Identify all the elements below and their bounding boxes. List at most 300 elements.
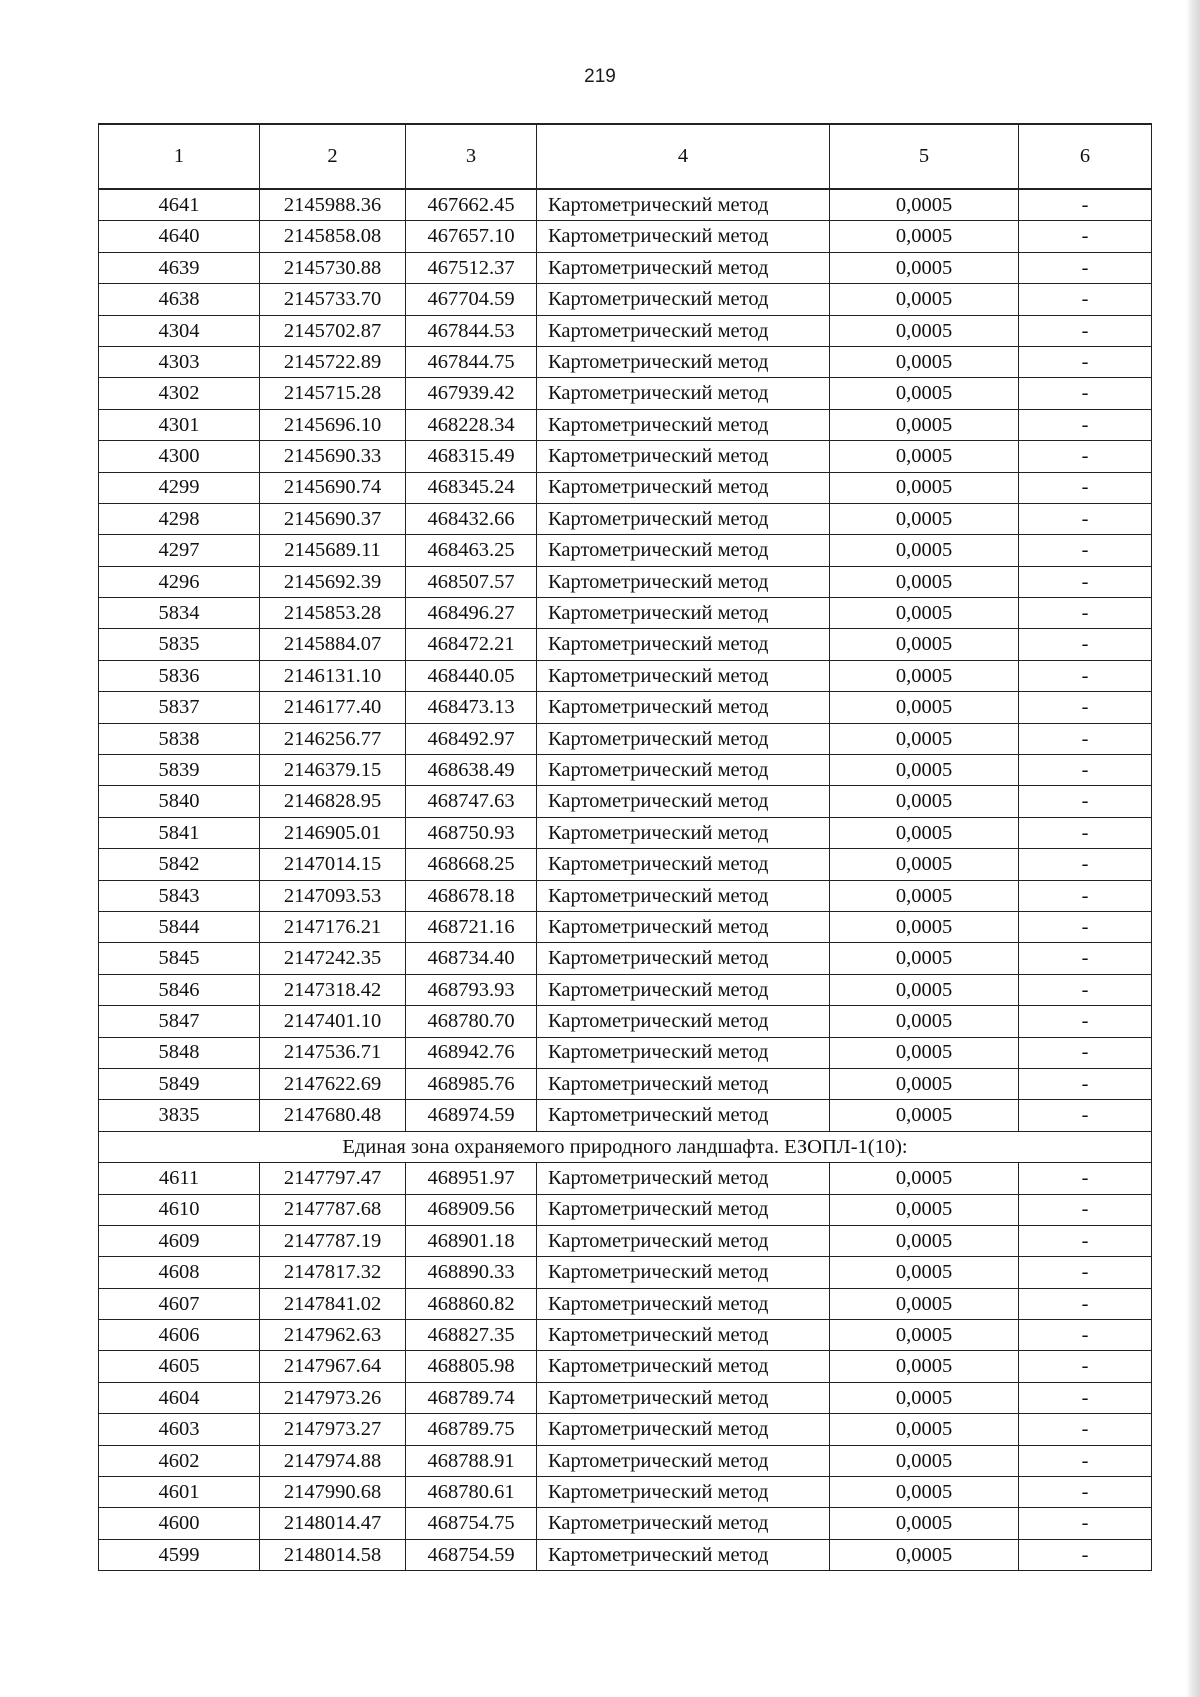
cell-accuracy: 0,0005 <box>830 974 1019 1005</box>
cell-method: Картометрический метод <box>537 1006 830 1037</box>
cell-method: Картометрический метод <box>537 378 830 409</box>
cell-point-number: 4599 <box>99 1539 260 1570</box>
cell-accuracy: 0,0005 <box>830 189 1019 221</box>
table-row <box>99 1382 1152 1413</box>
cell-point-number: 4610 <box>99 1194 260 1225</box>
cell-accuracy: 0,0005 <box>830 1351 1019 1382</box>
cell-method: Картометрический метод <box>537 1414 830 1445</box>
cell-note: - <box>1019 1414 1152 1445</box>
cell-coordinate-x: 2145853.28 <box>260 598 406 629</box>
column-header-4: 4 <box>537 124 830 189</box>
cell-note: - <box>1019 1539 1152 1570</box>
cell-note: - <box>1019 692 1152 723</box>
cell-method: Картометрический метод <box>537 880 830 911</box>
cell-note: - <box>1019 1320 1152 1351</box>
cell-coordinate-y: 468974.59 <box>406 1100 537 1131</box>
cell-method: Картометрический метод <box>537 346 830 377</box>
cell-point-number: 4638 <box>99 284 260 315</box>
cell-coordinate-y: 468942.76 <box>406 1037 537 1068</box>
cell-note: - <box>1019 1477 1152 1508</box>
cell-point-number: 4297 <box>99 535 260 566</box>
cell-coordinate-y: 468432.66 <box>406 503 537 534</box>
cell-coordinate-y: 468638.49 <box>406 755 537 786</box>
cell-note: - <box>1019 221 1152 252</box>
cell-coordinate-x: 2147973.26 <box>260 1382 406 1413</box>
cell-coordinate-x: 2146256.77 <box>260 723 406 754</box>
cell-method: Картометрический метод <box>537 849 830 880</box>
cell-coordinate-x: 2147014.15 <box>260 849 406 880</box>
table-row <box>99 723 1152 754</box>
cell-coordinate-y: 468793.93 <box>406 974 537 1005</box>
cell-note: - <box>1019 849 1152 880</box>
cell-accuracy: 0,0005 <box>830 1100 1019 1131</box>
column-header-6: 6 <box>1019 124 1152 189</box>
table-row <box>99 943 1152 974</box>
cell-method: Картометрический метод <box>537 535 830 566</box>
cell-coordinate-y: 468780.61 <box>406 1477 537 1508</box>
cell-method: Картометрический метод <box>537 1068 830 1099</box>
cell-point-number: 5849 <box>99 1068 260 1099</box>
table-row <box>99 1006 1152 1037</box>
cell-point-number: 5842 <box>99 849 260 880</box>
table-row <box>99 1445 1152 1476</box>
column-header-2: 2 <box>260 124 406 189</box>
cell-coordinate-x: 2146379.15 <box>260 755 406 786</box>
cell-method: Картометрический метод <box>537 1539 830 1570</box>
table-row <box>99 346 1152 377</box>
cell-coordinate-y: 468827.35 <box>406 1320 537 1351</box>
cell-method: Картометрический метод <box>537 189 830 221</box>
cell-accuracy: 0,0005 <box>830 1445 1019 1476</box>
cell-accuracy: 0,0005 <box>830 1288 1019 1319</box>
cell-coordinate-x: 2145722.89 <box>260 346 406 377</box>
cell-method: Картометрический метод <box>537 284 830 315</box>
table-body-part2 <box>99 1163 1152 1571</box>
cell-coordinate-y: 467662.45 <box>406 189 537 221</box>
table-row <box>99 566 1152 597</box>
cell-coordinate-y: 468315.49 <box>406 441 537 472</box>
table-row <box>99 755 1152 786</box>
cell-accuracy: 0,0005 <box>830 1508 1019 1539</box>
cell-point-number: 4640 <box>99 221 260 252</box>
cell-coordinate-x: 2145733.70 <box>260 284 406 315</box>
table-row <box>99 692 1152 723</box>
cell-coordinate-y: 468909.56 <box>406 1194 537 1225</box>
cell-point-number: 4605 <box>99 1351 260 1382</box>
table-row <box>99 974 1152 1005</box>
cell-point-number: 4300 <box>99 441 260 472</box>
cell-coordinate-x: 2147536.71 <box>260 1037 406 1068</box>
table-row <box>99 849 1152 880</box>
cell-method: Картометрический метод <box>537 409 830 440</box>
cell-accuracy: 0,0005 <box>830 1477 1019 1508</box>
cell-point-number: 5836 <box>99 660 260 691</box>
cell-accuracy: 0,0005 <box>830 315 1019 346</box>
cell-point-number: 5848 <box>99 1037 260 1068</box>
cell-coordinate-x: 2145702.87 <box>260 315 406 346</box>
table-row <box>99 1100 1152 1131</box>
table-row <box>99 535 1152 566</box>
table-row <box>99 315 1152 346</box>
scan-page-edge <box>1186 0 1200 1697</box>
cell-coordinate-y: 468463.25 <box>406 535 537 566</box>
cell-accuracy: 0,0005 <box>830 378 1019 409</box>
cell-note: - <box>1019 1037 1152 1068</box>
cell-note: - <box>1019 974 1152 1005</box>
cell-coordinate-x: 2147990.68 <box>260 1477 406 1508</box>
cell-coordinate-y: 468228.34 <box>406 409 537 440</box>
cell-point-number: 5846 <box>99 974 260 1005</box>
cell-note: - <box>1019 189 1152 221</box>
cell-coordinate-x: 2145715.28 <box>260 378 406 409</box>
table-row <box>99 911 1152 942</box>
table-row <box>99 503 1152 534</box>
cell-note: - <box>1019 1163 1152 1194</box>
table-row <box>99 629 1152 660</box>
table-row <box>99 1225 1152 1256</box>
cell-coordinate-y: 468507.57 <box>406 566 537 597</box>
cell-coordinate-y: 468668.25 <box>406 849 537 880</box>
cell-coordinate-y: 468754.59 <box>406 1539 537 1570</box>
table-row <box>99 660 1152 691</box>
cell-coordinate-y: 467844.75 <box>406 346 537 377</box>
cell-method: Картометрический метод <box>537 755 830 786</box>
cell-point-number: 4603 <box>99 1414 260 1445</box>
cell-point-number: 4303 <box>99 346 260 377</box>
cell-coordinate-x: 2147974.88 <box>260 1445 406 1476</box>
cell-point-number: 5839 <box>99 755 260 786</box>
cell-point-number: 5841 <box>99 817 260 848</box>
cell-accuracy: 0,0005 <box>830 755 1019 786</box>
cell-method: Картометрический метод <box>537 1320 830 1351</box>
table-row <box>99 1194 1152 1225</box>
cell-accuracy: 0,0005 <box>830 441 1019 472</box>
cell-accuracy: 0,0005 <box>830 1320 1019 1351</box>
cell-coordinate-x: 2147318.42 <box>260 974 406 1005</box>
cell-point-number: 4304 <box>99 315 260 346</box>
cell-note: - <box>1019 1445 1152 1476</box>
cell-point-number: 4600 <box>99 1508 260 1539</box>
cell-coordinate-x: 2147787.19 <box>260 1225 406 1256</box>
cell-method: Картометрический метод <box>537 1382 830 1413</box>
cell-method: Картометрический метод <box>537 1508 830 1539</box>
cell-coordinate-x: 2145689.11 <box>260 535 406 566</box>
cell-point-number: 4609 <box>99 1225 260 1256</box>
cell-accuracy: 0,0005 <box>830 1194 1019 1225</box>
cell-point-number: 4602 <box>99 1445 260 1476</box>
cell-accuracy: 0,0005 <box>830 1257 1019 1288</box>
cell-point-number: 5840 <box>99 786 260 817</box>
cell-accuracy: 0,0005 <box>830 817 1019 848</box>
cell-coordinate-x: 2147841.02 <box>260 1288 406 1319</box>
cell-note: - <box>1019 503 1152 534</box>
cell-point-number: 4608 <box>99 1257 260 1288</box>
cell-note: - <box>1019 315 1152 346</box>
cell-note: - <box>1019 535 1152 566</box>
cell-point-number: 4641 <box>99 189 260 221</box>
cell-coordinate-y: 468985.76 <box>406 1068 537 1099</box>
cell-note: - <box>1019 755 1152 786</box>
cell-coordinate-y: 468860.82 <box>406 1288 537 1319</box>
cell-method: Картометрический метод <box>537 786 830 817</box>
cell-point-number: 5844 <box>99 911 260 942</box>
cell-point-number: 4607 <box>99 1288 260 1319</box>
cell-point-number: 5843 <box>99 880 260 911</box>
cell-accuracy: 0,0005 <box>830 566 1019 597</box>
cell-point-number: 5838 <box>99 723 260 754</box>
cell-coordinate-x: 2147973.27 <box>260 1414 406 1445</box>
cell-coordinate-y: 468721.16 <box>406 911 537 942</box>
cell-point-number: 5834 <box>99 598 260 629</box>
cell-method: Картометрический метод <box>537 1257 830 1288</box>
cell-point-number: 5845 <box>99 943 260 974</box>
cell-point-number: 4611 <box>99 1163 260 1194</box>
cell-method: Картометрический метод <box>537 974 830 1005</box>
cell-method: Картометрический метод <box>537 598 830 629</box>
cell-accuracy: 0,0005 <box>830 1382 1019 1413</box>
table-row <box>99 598 1152 629</box>
cell-note: - <box>1019 943 1152 974</box>
column-header-3: 3 <box>406 124 537 189</box>
cell-method: Картометрический метод <box>537 817 830 848</box>
cell-method: Картометрический метод <box>537 221 830 252</box>
cell-note: - <box>1019 598 1152 629</box>
cell-accuracy: 0,0005 <box>830 723 1019 754</box>
cell-accuracy: 0,0005 <box>830 786 1019 817</box>
cell-note: - <box>1019 817 1152 848</box>
cell-accuracy: 0,0005 <box>830 911 1019 942</box>
section-title: Единая зона охраняемого природного ландшафта. ЕЗОПЛ-1(10): <box>99 1131 1152 1162</box>
table-row <box>99 441 1152 472</box>
cell-method: Картометрический метод <box>537 472 830 503</box>
cell-accuracy: 0,0005 <box>830 629 1019 660</box>
cell-coordinate-y: 468472.21 <box>406 629 537 660</box>
table-section <box>99 1131 1152 1162</box>
cell-point-number: 4601 <box>99 1477 260 1508</box>
cell-method: Картометрический метод <box>537 441 830 472</box>
table-row <box>99 189 1152 221</box>
table-row <box>99 1037 1152 1068</box>
cell-coordinate-y: 468750.93 <box>406 817 537 848</box>
column-header-1: 1 <box>99 124 260 189</box>
cell-coordinate-y: 468678.18 <box>406 880 537 911</box>
cell-coordinate-x: 2145692.39 <box>260 566 406 597</box>
cell-method: Картометрический метод <box>537 692 830 723</box>
cell-coordinate-x: 2145696.10 <box>260 409 406 440</box>
cell-point-number: 4302 <box>99 378 260 409</box>
cell-accuracy: 0,0005 <box>830 535 1019 566</box>
cell-coordinate-x: 2147680.48 <box>260 1100 406 1131</box>
cell-coordinate-x: 2146828.95 <box>260 786 406 817</box>
table-row <box>99 1288 1152 1319</box>
table-row <box>99 378 1152 409</box>
cell-note: - <box>1019 566 1152 597</box>
cell-point-number: 5847 <box>99 1006 260 1037</box>
table-row <box>99 284 1152 315</box>
cell-note: - <box>1019 786 1152 817</box>
cell-coordinate-y: 467704.59 <box>406 284 537 315</box>
cell-method: Картометрический метод <box>537 252 830 283</box>
table-row <box>99 221 1152 252</box>
cell-coordinate-y: 467844.53 <box>406 315 537 346</box>
cell-note: - <box>1019 1194 1152 1225</box>
cell-point-number: 4301 <box>99 409 260 440</box>
cell-coordinate-y: 468951.97 <box>406 1163 537 1194</box>
cell-note: - <box>1019 441 1152 472</box>
cell-coordinate-x: 2147401.10 <box>260 1006 406 1037</box>
cell-coordinate-y: 468496.27 <box>406 598 537 629</box>
cell-method: Картометрический метод <box>537 660 830 691</box>
cell-accuracy: 0,0005 <box>830 660 1019 691</box>
cell-method: Картометрический метод <box>537 1445 830 1476</box>
cell-method: Картометрический метод <box>537 1225 830 1256</box>
cell-method: Картометрический метод <box>537 566 830 597</box>
cell-coordinate-y: 468789.74 <box>406 1382 537 1413</box>
cell-method: Картометрический метод <box>537 723 830 754</box>
cell-method: Картометрический метод <box>537 629 830 660</box>
cell-coordinate-y: 468805.98 <box>406 1351 537 1382</box>
cell-coordinate-x: 2147242.35 <box>260 943 406 974</box>
cell-coordinate-y: 467512.37 <box>406 252 537 283</box>
cell-coordinate-y: 468473.13 <box>406 692 537 723</box>
section-row <box>99 1131 1152 1162</box>
cell-accuracy: 0,0005 <box>830 1006 1019 1037</box>
cell-accuracy: 0,0005 <box>830 1539 1019 1570</box>
table-row <box>99 1477 1152 1508</box>
cell-coordinate-x: 2145690.33 <box>260 441 406 472</box>
table-row <box>99 409 1152 440</box>
cell-coordinate-x: 2148014.58 <box>260 1539 406 1570</box>
cell-note: - <box>1019 629 1152 660</box>
cell-note: - <box>1019 1068 1152 1099</box>
cell-accuracy: 0,0005 <box>830 472 1019 503</box>
cell-coordinate-y: 468788.91 <box>406 1445 537 1476</box>
cell-accuracy: 0,0005 <box>830 346 1019 377</box>
cell-coordinate-x: 2145730.88 <box>260 252 406 283</box>
cell-note: - <box>1019 1257 1152 1288</box>
cell-point-number: 5837 <box>99 692 260 723</box>
cell-accuracy: 0,0005 <box>830 598 1019 629</box>
table-row <box>99 817 1152 848</box>
cell-note: - <box>1019 409 1152 440</box>
cell-note: - <box>1019 723 1152 754</box>
cell-accuracy: 0,0005 <box>830 943 1019 974</box>
cell-coordinate-y: 467657.10 <box>406 221 537 252</box>
cell-accuracy: 0,0005 <box>830 284 1019 315</box>
cell-method: Картометрический метод <box>537 1163 830 1194</box>
cell-accuracy: 0,0005 <box>830 1068 1019 1099</box>
table-row <box>99 472 1152 503</box>
cell-accuracy: 0,0005 <box>830 1163 1019 1194</box>
cell-coordinate-x: 2145858.08 <box>260 221 406 252</box>
cell-point-number: 4639 <box>99 252 260 283</box>
table-row <box>99 880 1152 911</box>
column-header-5: 5 <box>830 124 1019 189</box>
table-row <box>99 1539 1152 1570</box>
cell-coordinate-x: 2145690.37 <box>260 503 406 534</box>
cell-method: Картометрический метод <box>537 943 830 974</box>
cell-method: Картометрический метод <box>537 1477 830 1508</box>
cell-note: - <box>1019 911 1152 942</box>
cell-coordinate-y: 468890.33 <box>406 1257 537 1288</box>
cell-coordinate-y: 467939.42 <box>406 378 537 409</box>
cell-note: - <box>1019 1288 1152 1319</box>
cell-note: - <box>1019 880 1152 911</box>
table-row <box>99 1351 1152 1382</box>
table-header-row <box>99 124 1152 189</box>
cell-note: - <box>1019 252 1152 283</box>
cell-accuracy: 0,0005 <box>830 503 1019 534</box>
cell-accuracy: 0,0005 <box>830 1037 1019 1068</box>
cell-accuracy: 0,0005 <box>830 849 1019 880</box>
cell-coordinate-y: 468734.40 <box>406 943 537 974</box>
cell-coordinate-x: 2147622.69 <box>260 1068 406 1099</box>
cell-coordinate-x: 2147176.21 <box>260 911 406 942</box>
cell-method: Картометрический метод <box>537 1351 830 1382</box>
table-row <box>99 1414 1152 1445</box>
cell-coordinate-y: 468440.05 <box>406 660 537 691</box>
cell-accuracy: 0,0005 <box>830 221 1019 252</box>
cell-note: - <box>1019 284 1152 315</box>
cell-point-number: 4604 <box>99 1382 260 1413</box>
table-row <box>99 1320 1152 1351</box>
cell-method: Картометрический метод <box>537 911 830 942</box>
cell-coordinate-x: 2147787.68 <box>260 1194 406 1225</box>
cell-coordinate-y: 468345.24 <box>406 472 537 503</box>
cell-coordinate-y: 468780.70 <box>406 1006 537 1037</box>
cell-method: Картометрический метод <box>537 1288 830 1319</box>
cell-coordinate-y: 468747.63 <box>406 786 537 817</box>
cell-coordinate-x: 2146177.40 <box>260 692 406 723</box>
cell-note: - <box>1019 1006 1152 1037</box>
table-row <box>99 1068 1152 1099</box>
cell-accuracy: 0,0005 <box>830 409 1019 440</box>
coordinates-table <box>98 123 1152 1571</box>
cell-coordinate-x: 2145988.36 <box>260 189 406 221</box>
cell-method: Картометрический метод <box>537 1100 830 1131</box>
cell-accuracy: 0,0005 <box>830 252 1019 283</box>
cell-note: - <box>1019 472 1152 503</box>
cell-coordinate-y: 468492.97 <box>406 723 537 754</box>
cell-coordinate-x: 2147817.32 <box>260 1257 406 1288</box>
cell-note: - <box>1019 1351 1152 1382</box>
cell-point-number: 5835 <box>99 629 260 660</box>
cell-coordinate-x: 2146905.01 <box>260 817 406 848</box>
cell-method: Картометрический метод <box>537 315 830 346</box>
cell-coordinate-y: 468901.18 <box>406 1225 537 1256</box>
cell-coordinate-y: 468789.75 <box>406 1414 537 1445</box>
cell-accuracy: 0,0005 <box>830 1225 1019 1256</box>
cell-accuracy: 0,0005 <box>830 880 1019 911</box>
cell-coordinate-x: 2145690.74 <box>260 472 406 503</box>
cell-note: - <box>1019 660 1152 691</box>
cell-coordinate-x: 2146131.10 <box>260 660 406 691</box>
cell-coordinate-x: 2145884.07 <box>260 629 406 660</box>
table-body-part1 <box>99 189 1152 1131</box>
cell-coordinate-x: 2148014.47 <box>260 1508 406 1539</box>
cell-note: - <box>1019 1225 1152 1256</box>
cell-point-number: 4298 <box>99 503 260 534</box>
cell-note: - <box>1019 1508 1152 1539</box>
cell-accuracy: 0,0005 <box>830 1414 1019 1445</box>
cell-note: - <box>1019 378 1152 409</box>
table-row <box>99 786 1152 817</box>
cell-note: - <box>1019 1382 1152 1413</box>
cell-note: - <box>1019 346 1152 377</box>
cell-coordinate-x: 2147797.47 <box>260 1163 406 1194</box>
cell-method: Картометрический метод <box>537 1194 830 1225</box>
cell-point-number: 4296 <box>99 566 260 597</box>
